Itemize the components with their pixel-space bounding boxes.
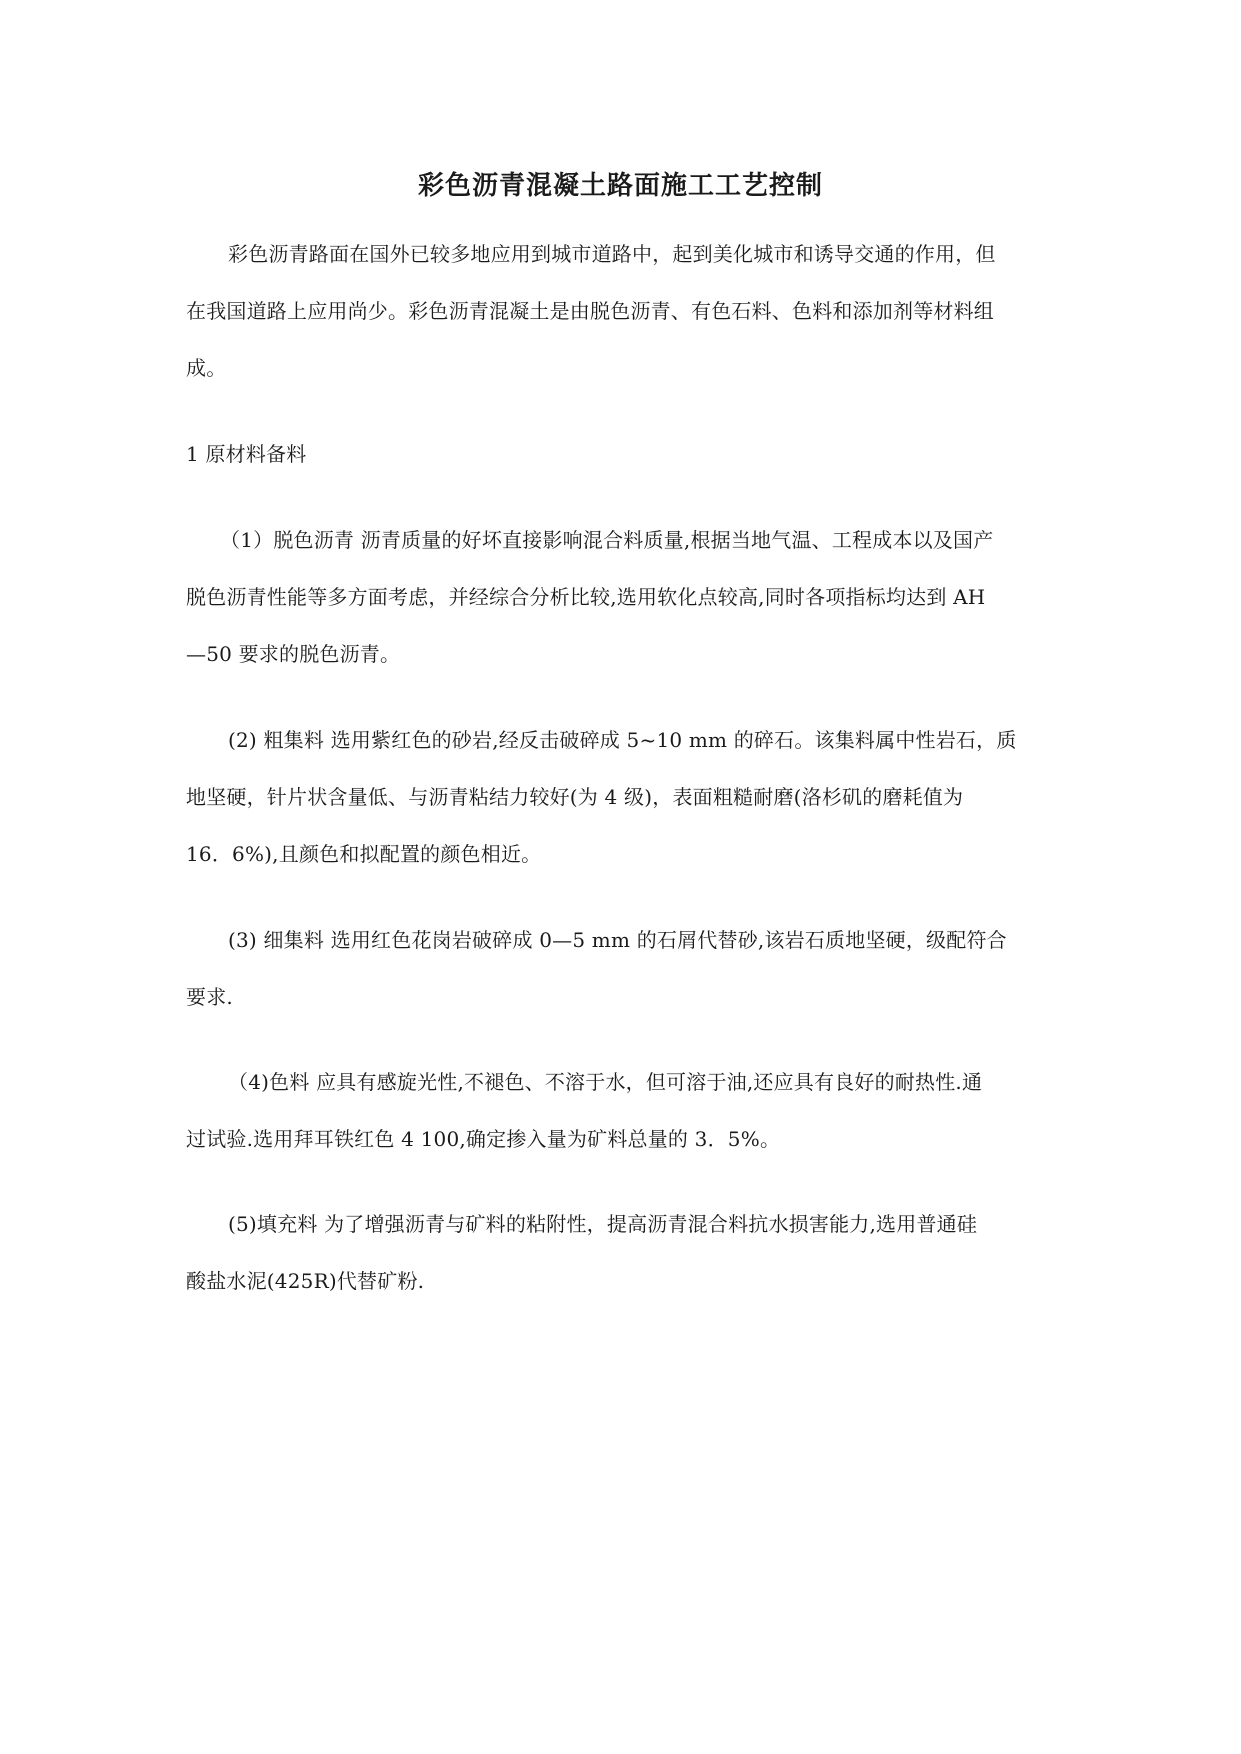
document-title: 彩色沥青混凝土路面施工工艺控制 bbox=[417, 171, 823, 201]
item1-line: —50 要求的脱色沥青。 bbox=[186, 642, 401, 666]
item1-line: （1）脱色沥青 沥青质量的好坏直接影响混合料质量,根据当地气温、工程成本以及国产 bbox=[220, 528, 994, 552]
item5-line: (5)填充料 为了增强沥青与矿料的粘附性，提高沥青混合料抗水损害能力,选用普通硅 bbox=[228, 1212, 978, 1236]
item2-paragraph bbox=[186, 712, 1066, 883]
item1-line: 脱色沥青性能等多方面考虑，并经综合分析比较,选用软化点较高,同时各项指标均达到 AH bbox=[186, 585, 986, 609]
item3-line: (3) 细集料 选用红色花岗岩破碎成 0—5 mm 的石屑代替砂,该岩石质地坚硬，级配符合 bbox=[228, 928, 1007, 952]
section-heading bbox=[186, 426, 1066, 483]
item4-line: 过试验.选用拜耳铁红色 4 100,确定掺入量为矿料总量的 3．5%。 bbox=[186, 1127, 781, 1151]
intro-paragraph bbox=[186, 226, 1066, 397]
item3-paragraph bbox=[186, 912, 1066, 1026]
section1-heading: 1 原材料备料 bbox=[186, 442, 307, 466]
item1-paragraph bbox=[186, 512, 1066, 683]
intro-line: 成。 bbox=[186, 356, 227, 380]
item5-line: 酸盐水泥(425R)代替矿粉. bbox=[186, 1269, 425, 1293]
item2-line: 16．6%),且颜色和拟配置的颜色相近。 bbox=[186, 842, 542, 866]
item5-paragraph bbox=[186, 1196, 1066, 1310]
intro-line: 彩色沥青路面在国外已较多地应用到城市道路中，起到美化城市和诱导交通的作用，但 bbox=[228, 242, 996, 266]
item3-line: 要求. bbox=[186, 985, 233, 1009]
item4-paragraph bbox=[186, 1054, 1066, 1168]
item2-line: (2) 粗集料 选用紫红色的砂岩,经反击破碎成 5~10 mm 的碎石。该集料属中性岩石，质 bbox=[228, 728, 1017, 752]
item4-line: （4)色料 应具有感旋光性,不褪色、不溶于水，但可溶于油,还应具有良好的耐热性.通 bbox=[228, 1070, 983, 1094]
item2-line: 地坚硬，针片状含量低、与沥青粘结力较好(为 4 级)，表面粗糙耐磨(洛杉矶的磨耗值为 bbox=[186, 785, 964, 809]
intro-line: 在我国道路上应用尚少。彩色沥青混凝土是由脱色沥青、有色石料、色料和添加剂等材料组 bbox=[186, 299, 994, 323]
